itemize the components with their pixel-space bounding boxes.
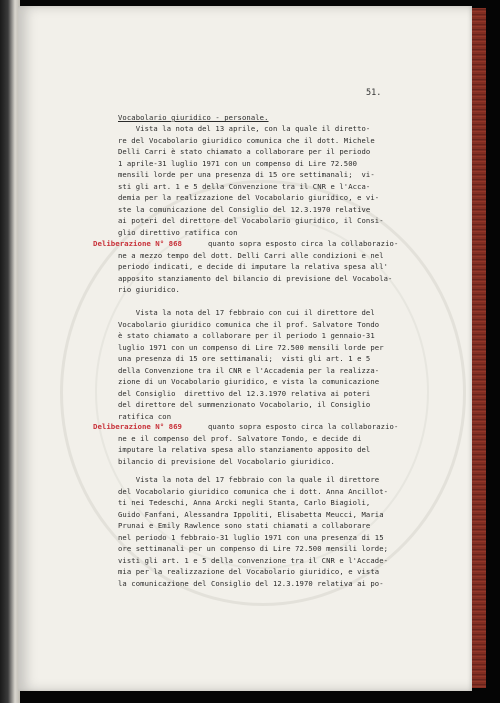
text-line: è stato chiamato a collaborare per il periodo 1 gennaio-31	[118, 331, 375, 340]
page-edge-marbled	[472, 8, 486, 688]
text-line: periodo indicati, e decide di imputare la relativa spesa all'	[118, 262, 389, 271]
text-line: 1 aprile-31 luglio 1971 con un compenso di Lire 72.500	[118, 158, 358, 168]
text-line: sti gli art. 1 e 5 della Convenzione tra il CNR e l'Acca-	[118, 181, 371, 191]
deliberation-label-869: Deliberazione N° 869	[93, 422, 182, 431]
paragraph-1	[118, 123, 448, 238]
text-line: Vista la nota del 17 febbraio con cui il direttore del	[118, 308, 375, 317]
paragraph-3	[118, 474, 448, 589]
text-line: Prunai e Emily Rawlence sono stati chiamati a collaborare	[118, 521, 371, 530]
text-line: Vista la nota del 17 febbraio con la quale il direttore	[118, 475, 380, 484]
text-line: bilancio di previsione del Vocabolario giuridico.	[118, 456, 335, 466]
text-line: una presenza di 15 ore settimanali; visti gli art. 1 e 5	[118, 354, 371, 363]
page-number: 51.	[366, 88, 382, 98]
paragraph-2	[118, 307, 448, 422]
text-line: del direttore del summenzionato Vocabolario, il Consiglio	[118, 400, 371, 409]
text-line: ratifica con	[118, 411, 172, 421]
text-line: del Consiglio direttivo del 12.3.1970 relativa ai poteri	[118, 388, 371, 398]
text-line: ore settimanali per un compenso di Lire 72.500 mensili lorde;	[118, 544, 389, 553]
paragraph-2b-first-line: quanto sopra esposto circa la collaborazio-	[208, 422, 399, 431]
book-spine-edge	[0, 0, 20, 703]
text-line: Guido Fanfani, Alessandra Ippoliti, Elisabetta Meucci, Maria	[118, 509, 384, 519]
text-line: mensili lorde per una presenza di 15 ore settimanali; vi-	[118, 170, 375, 179]
text-line: imputare la relativa spesa allo stanziamento apposito del	[118, 445, 371, 454]
text-line: del Vocabolario giuridico comunica che i dott. Anna Ancillot-	[118, 486, 389, 496]
text-line: zione di un Vocabolario giuridico, e vista la comunicazione	[118, 377, 380, 386]
text-line: nel periodo 1 febbraio-31 luglio 1971 con una presenza di 15	[118, 532, 384, 542]
text-line: demia per la realizzazione del Vocabolario giuridico, e vi-	[118, 193, 380, 202]
text-line: ste la comunicazione del Consiglio del 12.3.1970 relative	[118, 204, 371, 214]
text-line: mia per la realizzazione del Vocabolario giuridico, e vista	[118, 567, 380, 576]
text-line: Delli Carri è stato chiamato a collaborare per il periodo	[118, 147, 371, 156]
deliberation-label-868: Deliberazione N° 868	[93, 239, 182, 248]
paragraph-1b	[118, 250, 448, 296]
text-line: ne a mezzo tempo del dott. Delli Carri alle condizioni e nel	[118, 250, 384, 260]
paragraph-2b	[118, 433, 448, 468]
text-line: re del Vocabolario giuridico comunica che il dott. Michele	[118, 135, 375, 145]
text-line: ne e il compenso del prof. Salvatore Tondo, e decide di	[118, 433, 362, 443]
text-line: visti gli art. 1 e 5 della convenzione tra il CNR e l'Accade-	[118, 555, 389, 565]
text-line: ai poteri del direttore del Vocabolario giuridico, il Consi-	[118, 216, 384, 225]
text-line: ti nei Tedeschi, Anna Arcki negli Stanta, Carlo Biagioli,	[118, 498, 371, 507]
text-line: rio giuridico.	[118, 285, 180, 294]
text-line: Vista la nota del 13 aprile, con la quale il diretto-	[118, 124, 371, 133]
text-line: glio direttivo ratifica con	[118, 227, 238, 237]
section-heading: Vocabolario giuridico - personale.	[118, 113, 269, 122]
text-line: della Convenzione tra il CNR e l'Accademia per la realizza-	[118, 365, 380, 375]
text-line: apposito stanziamento del bilancio di previsione del Vocabola-	[118, 273, 393, 283]
paragraph-1b-first-line: quanto sopra esposto circa la collaborazio-	[208, 239, 399, 248]
text-line: luglio 1971 con un compenso di Lire 72.500 mensili lorde per	[118, 342, 384, 352]
text-line: la comunicazione del Consiglio del 12.3.1970 relativa ai po-	[118, 578, 384, 588]
text-line: Vocabolario giuridico comunica che il prof. Salvatore Tondo	[118, 319, 380, 329]
